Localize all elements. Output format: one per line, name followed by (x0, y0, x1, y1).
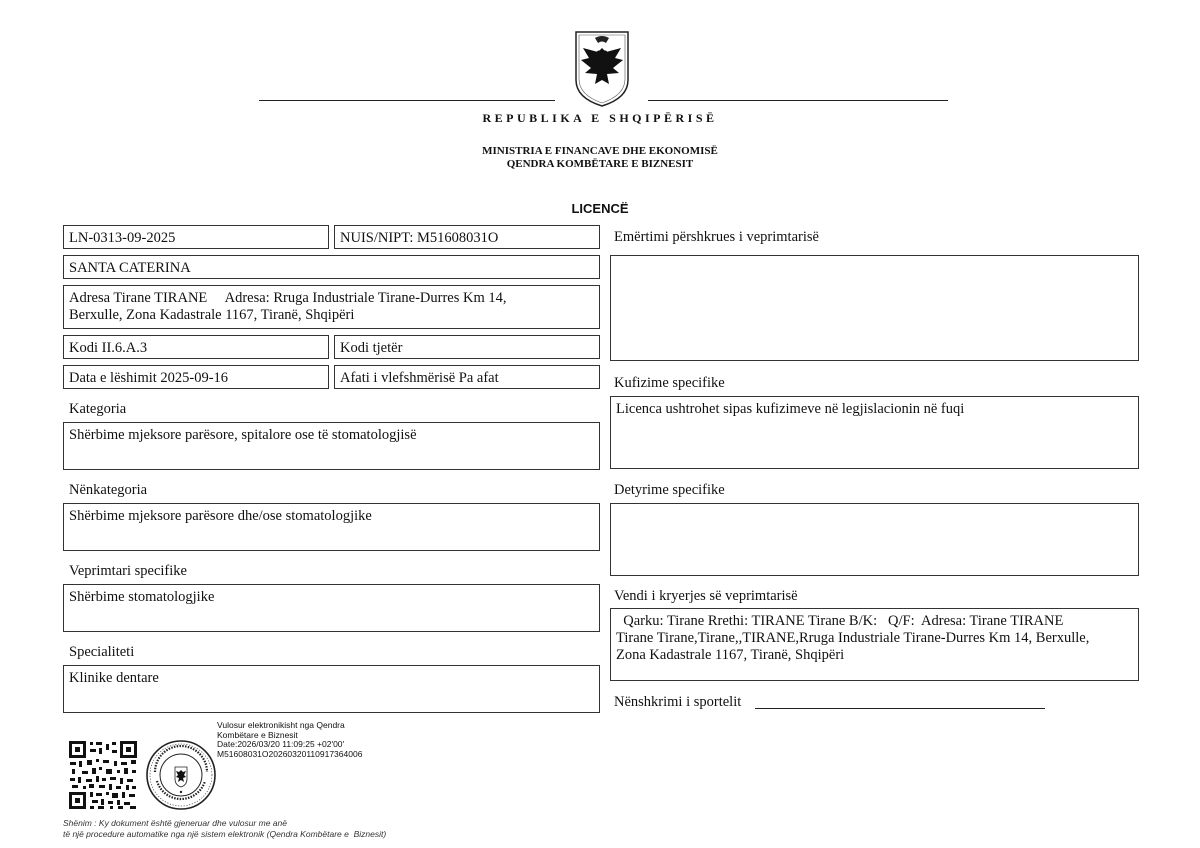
signature-label: Nënshkrimi i sportelit (614, 694, 742, 710)
issue-date: Data e lëshimit 2025-09-16 (63, 365, 329, 389)
signature-line (755, 708, 1045, 709)
header-line-right (648, 100, 948, 101)
description-label: Emërtimi përshkrues i veprimtarisë (614, 229, 819, 245)
restrictions-value: Licenca ushtrohet sipas kufizimeve në legjislacionin në fuqi (610, 396, 1139, 469)
center-title: QENDRA KOMBËTARE E BIZNESIT (506, 158, 694, 170)
seal-date: Date:2026/03/20 11:09:25 +02'00' (217, 739, 345, 749)
albanian-eagle-emblem-icon (573, 28, 631, 108)
document-title: LICENCË (571, 201, 629, 216)
validity-period: Afati i vlefshmërisë Pa afat (334, 365, 600, 389)
category-value: Shërbime mjeksore parësore, spitalore ose të stomatologjisë (63, 422, 600, 470)
description-value (610, 255, 1139, 361)
obligations-label: Detyrime specifike (614, 482, 725, 498)
other-code: Kodi tjetër (334, 335, 600, 359)
qr-code-icon (68, 740, 138, 810)
electronic-seal-text (217, 721, 417, 759)
seal-text-line-1: Vulosur elektronikisht nga Qendra (217, 720, 345, 730)
footer-note (63, 818, 663, 840)
activity-value: Shërbime stomatologjike (63, 584, 600, 632)
place-value (610, 608, 1139, 681)
subcategory-value: Shërbime mjeksore parësore dhe/ose stomatologjike (63, 503, 600, 551)
place-line-1: Qarku: Tirane Rrethi: TIRANE Tirane B/K: Q/F: Adresa: Tirane TIRANE (616, 613, 1064, 629)
business-address (63, 285, 600, 329)
ministry-title: MINISTRIA E FINANCAVE DHE EKONOMISË (482, 145, 718, 157)
activity-label: Veprimtari specifike (69, 563, 187, 579)
seal-identifier: M51608031O20260320110917364006 (217, 748, 363, 759)
license-code: Kodi II.6.A.3 (63, 335, 329, 359)
footer-note-line-2: të një procedure automatike nga një sistem elektronik (Qendra Kombëtare e Biznesit) (63, 829, 387, 839)
header-line-left (259, 100, 555, 101)
place-line-3: Zona Kadastrale 1167, Tiranë, Shqipëri (616, 647, 845, 663)
license-number: LN-0313-09-2025 (63, 225, 329, 249)
specialty-value: Klinike dentare (63, 665, 600, 713)
republic-title: REPUBLIKA E SHQIPËRISË (482, 111, 718, 125)
place-line-2: Tirane Tirane,Tirane,,TIRANE,Rruga Industriale Tirane-Durres Km 14, Berxulle, (616, 630, 1090, 646)
restrictions-label: Kufizime specifike (614, 375, 725, 391)
address-line-1: Adresa Tirane TIRANE Adresa: Rruga Industriale Tirane-Durres Km 14, (69, 290, 507, 306)
seal-text-line-2: Kombëtare e Biznesit (217, 729, 298, 740)
subcategory-label: Nënkategoria (69, 482, 148, 498)
address-line-2: Berxulle, Zona Kadastrale 1167, Tiranë, Shqipëri (69, 307, 355, 323)
business-name: SANTA CATERINA (63, 255, 600, 279)
category-label: Kategoria (69, 401, 127, 417)
footer-note-line-1: Shënim : Ky dokument është gjeneruar dhe vulosur me anë (63, 818, 287, 828)
nuis-nipt: NUIS/NIPT: M51608031O (334, 225, 600, 249)
obligations-value (610, 503, 1139, 576)
specialty-label: Specialiteti (69, 644, 135, 660)
place-label: Vendi i kryerjes së veprimtarisë (614, 588, 798, 604)
qkb-round-seal-icon (145, 739, 217, 811)
